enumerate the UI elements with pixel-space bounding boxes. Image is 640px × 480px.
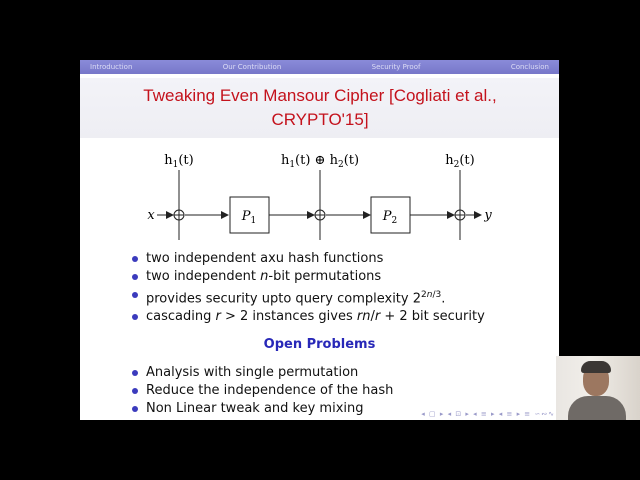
navbar-item-introduction[interactable]: Introduction xyxy=(90,63,133,71)
permutation-label-p1: $P_1$ xyxy=(241,209,257,226)
slide-title xyxy=(110,84,530,132)
list-item: cascading r > 2 instances gives rn/r + 2 bit security xyxy=(130,308,485,326)
list-item: Reduce the independence of the hash xyxy=(130,382,393,400)
tweak-label-1: $h_1(t)$ xyxy=(164,153,194,170)
xor-node-2 xyxy=(315,210,325,220)
permutation-label-p2: $P_2$ xyxy=(382,209,398,226)
navbar-item-conclusion[interactable]: Conclusion xyxy=(510,63,549,71)
tweak-label-2: $h_1(t)$ ⊕ $h_2(t)$ xyxy=(280,153,360,170)
open-problems-list xyxy=(130,364,393,418)
list-item: Non Linear tweak and key mixing xyxy=(130,400,393,418)
tweak-label-3: $h_2(t)$ xyxy=(445,153,475,170)
navbar-item-our-contribution[interactable]: Our Contribution xyxy=(222,63,282,71)
xor-node-1 xyxy=(174,210,184,220)
title-line-1: Tweaking Even Mansour Cipher [Cogliati et al., xyxy=(143,86,497,105)
title-line-2: CRYPTO'15] xyxy=(271,110,369,129)
tweakable-even-mansour-diagram xyxy=(80,140,559,240)
presenter-body xyxy=(568,396,626,420)
xor-node-3 xyxy=(455,210,465,220)
beamer-navigation-controls[interactable]: ◂ ▢ ▸ ◂ ⊡ ▸ ◂ ≡ ▸ ◂ ≡ ▸ ≡ ∽∾∿ xyxy=(421,410,555,418)
presenter-cap xyxy=(581,361,611,373)
open-problems-heading: Open Problems xyxy=(263,337,376,352)
slide xyxy=(80,60,559,420)
list-item: two independent axu hash functions xyxy=(130,250,485,268)
input-label-x: x xyxy=(147,208,155,223)
output-label-y: y xyxy=(484,208,492,223)
slide-navbar xyxy=(80,60,559,74)
presenter-webcam xyxy=(556,356,640,420)
list-item: two independent n-bit permutations xyxy=(130,268,485,286)
feature-list xyxy=(130,250,485,326)
list-item: Analysis with single permutation xyxy=(130,364,393,382)
list-item: provides security upto query complexity $2^{2n/3}$. xyxy=(130,286,485,308)
navbar-item-security-proof[interactable]: Security Proof xyxy=(371,63,421,71)
